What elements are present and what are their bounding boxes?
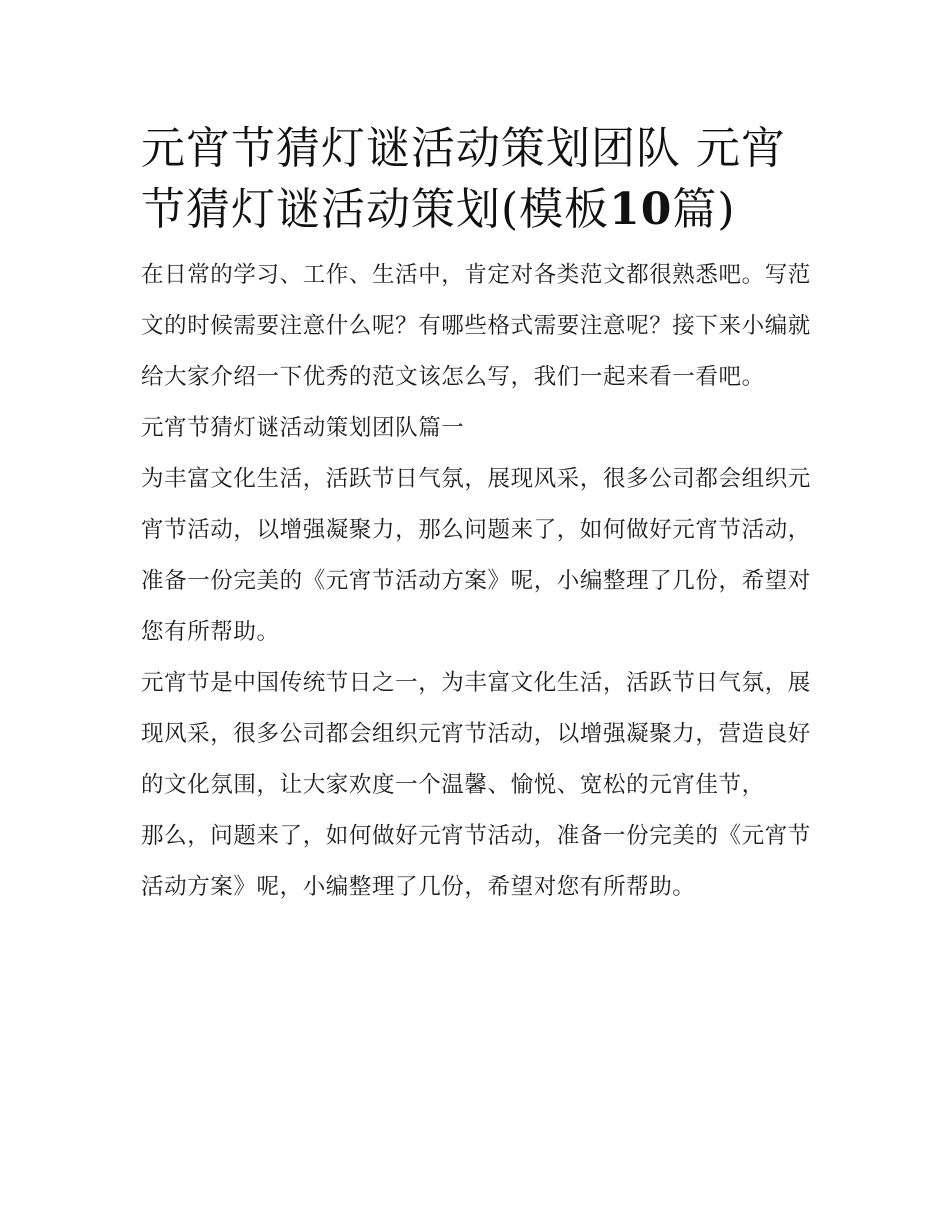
document-body <box>141 250 813 913</box>
document-page <box>141 118 813 913</box>
body-paragraph: 为丰富文化生活，活跃节日气氛，展现风采，很多公司都会组织元宵节活动，以增强凝聚力，那么问题来了，如何做好元宵节活动，准备一份完美的《元宵节活动方案》呢，小编整理了几份，希望对您有所帮助。 <box>141 466 811 645</box>
title-number: 10 <box>609 184 673 235</box>
title-text: 元宵节猜灯谜活动策划团队 元宵节猜灯谜活动策划(模板 <box>141 123 786 235</box>
title-suffix: 篇) <box>672 184 736 235</box>
body-paragraph: 那么，问题来了，如何做好元宵节活动，准备一份完美的《元宵节活动方案》呢，小编整理了几份，希望对您有所帮助。 <box>141 823 811 900</box>
body-paragraph: 元宵节是中国传统节日之一，为丰富文化生活，活跃节日气氛，展现风采，很多公司都会组织元宵节活动，以增强凝聚力，营造良好的文化氛围，让大家欢度一个温馨、愉悦、宽松的元宵佳节， <box>141 670 811 798</box>
intro-paragraph: 在日常的学习、工作、生活中，肯定对各类范文都很熟悉吧。写范文的时候需要注意什么呢？有哪些格式需要注意呢？接下来小编就给大家介绍一下优秀的范文该怎么写，我们一起来看一看吧。 <box>141 262 811 390</box>
section-heading: 元宵节猜灯谜活动策划团队篇一 <box>141 415 465 441</box>
document-title <box>141 118 813 240</box>
